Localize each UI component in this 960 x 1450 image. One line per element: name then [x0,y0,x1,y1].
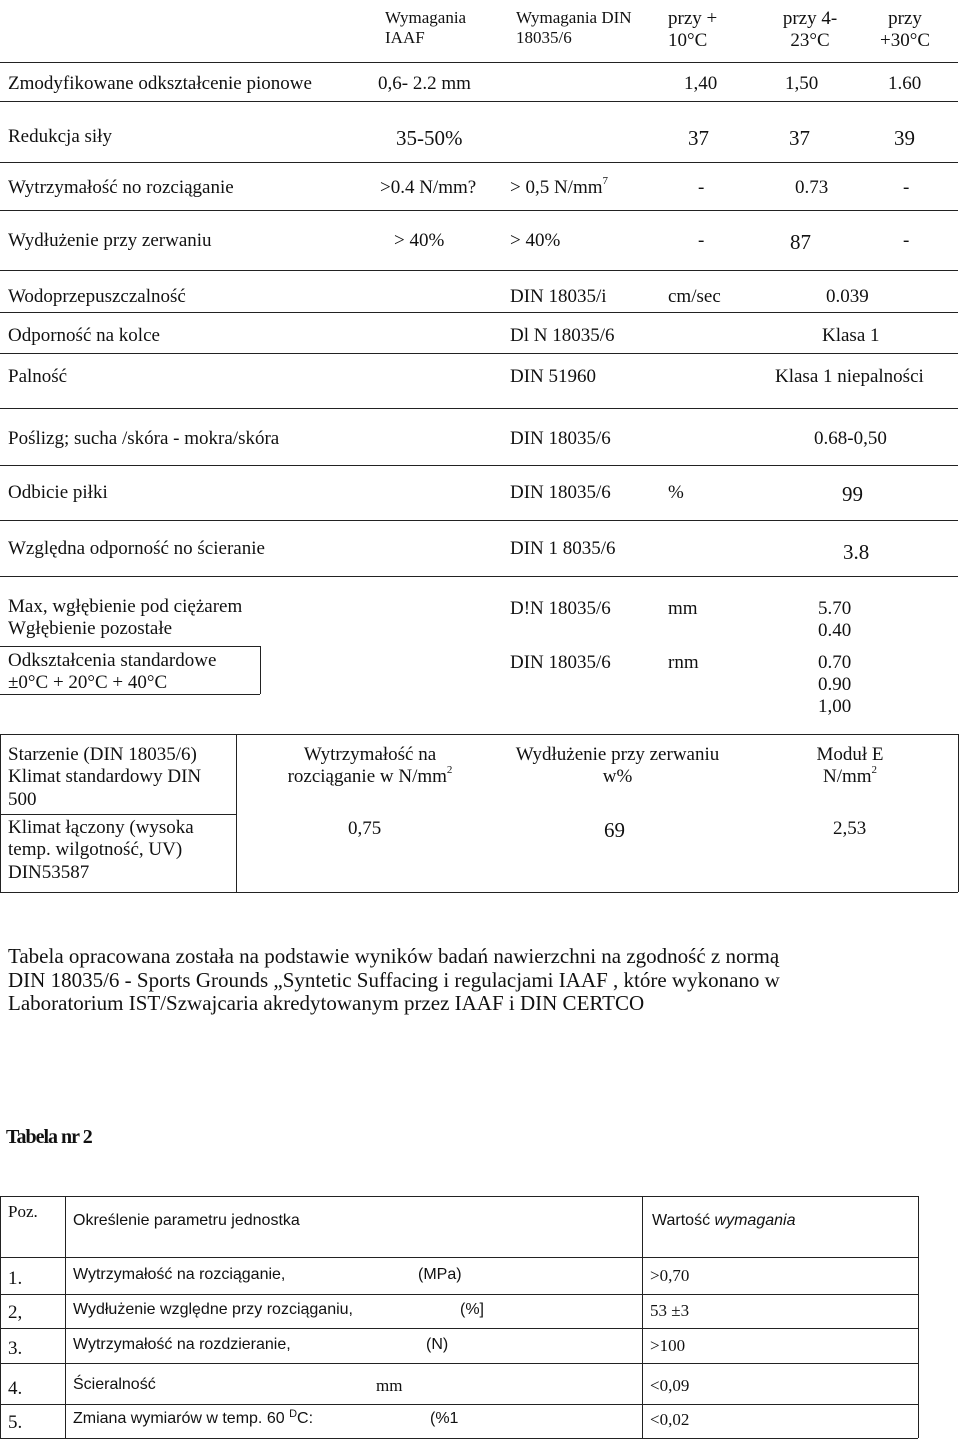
table2-border [0,1196,918,1197]
row-label: Wodoprzepuszczalność [8,286,186,307]
row-v23: 0.73 [795,177,829,198]
aging-header-modulus: Moduł E $N/mm^2$ [816,744,884,787]
deform2-label-b: ±0°C + 20°C + 40°C [8,672,168,693]
row-separator [0,210,958,211]
cell-border [260,646,261,694]
table2-row-param: Wydłużenie względne przy rozciąganiu, [73,1301,353,1318]
row-value: Klasa 1 [822,325,880,346]
table2-row-param: Zmiana wymiarów w temp. 60 $^D$C: [73,1408,314,1427]
deform-label-residual: Wgłębienie pozostałe [8,618,173,639]
row-v10: 1,40 [684,73,718,94]
row-separator [0,734,958,735]
table2-row-unit: (MPa) [418,1266,462,1283]
row-separator [0,270,958,271]
table2-row-value: <0,02 [650,1410,690,1429]
deform-val-residual: 0.40 [818,620,852,641]
row-value: 3.8 [843,540,870,564]
row-separator [0,101,958,102]
table2-row-value: <0,09 [650,1376,690,1395]
row-separator [0,162,958,163]
row-din: Dl N 18035/6 [510,325,615,346]
aging-val-elongation: 69 [604,818,625,842]
row-v30: - [903,230,910,251]
row-unit: % [668,482,684,503]
cell-border [0,734,1,892]
table2-row-param: Wytrzymałość na rozciąganie, [73,1266,286,1283]
row-label: Odbicie piłki [8,482,108,503]
row-separator [0,465,958,466]
table2-row-poz: 2, [8,1302,23,1323]
header-din: Wymagania DIN 18035/6 [516,8,632,47]
row-v30: 1.60 [888,73,922,94]
deform-val-max: 5.70 [818,598,852,619]
note-line-3: Laboratorium IST/Szwajcaria akredytowanym przez IAAF i DIN CERTCO [8,991,645,1015]
note-line-1: Tabela opracowana została na podstawie wyników badań nawierzchni na zgodność z normą [8,944,780,968]
cell-border [958,734,959,892]
row-v23: 37 [789,126,810,150]
row-iaaf: >0.4 N/mm? [380,177,477,198]
row-din: DIN 18035/i [510,286,607,307]
row-v30: - [903,177,910,198]
deform-unit: mm [668,598,698,619]
row-label: Względna odporność no ścieranie [8,538,265,559]
row-label: Odporność na kolce [8,325,160,346]
aging-val-modulus: 2,53 [833,818,867,839]
row-din: > 40% [510,230,561,251]
row-din: DIN 18035/6 [510,482,611,503]
table2-row-unit: (%] [460,1301,484,1318]
row-unit: cm/sec [668,286,721,307]
aging-header-elongation: Wydłużenie przy zerwaniu w% [515,744,720,787]
table2-title: Tabela nr 2 [6,1126,92,1148]
table2-border [0,1363,918,1364]
row-iaaf: 35-50% [396,126,463,150]
table2-row-value: 53 ±3 [650,1301,690,1320]
row-separator [0,694,260,695]
header-iaaf: Wymagania IAAF [385,8,467,47]
table2-border [0,1438,918,1439]
header-4-23c: przy 4-23°C [782,8,838,51]
table2-row-poz: 4. [8,1378,23,1399]
deform2-val-b: 0.90 [818,674,852,695]
row-label: Redukcja siły [8,126,112,147]
deform-label-max: Max, wgłębienie pod ciężarem [8,596,243,617]
aging-val-strength: 0,75 [348,818,382,839]
row-v23: 87 [790,230,811,254]
table-border [0,62,958,63]
table2-row-param: Ścieralność [73,1376,156,1393]
row-v23: 1,50 [785,73,819,94]
row-v30: 39 [894,126,915,150]
deform2-val-c: 1,00 [818,696,852,717]
row-label: Palność [8,366,68,387]
table2-border [918,1196,919,1438]
cell-border [236,734,237,892]
row-v10: - [698,177,705,198]
table2-header-value: Wartość wymagania [652,1212,796,1229]
note-line-2: DIN 18035/6 - Sports Grounds „Syntetic Suffacing i regulacjami IAAF , które wykonano w [8,968,780,992]
row-separator [0,353,958,354]
deform2-din: DIN 18035/6 [510,652,611,673]
row-label: Poślizg; sucha /skóra - mokra/skóra [8,428,280,449]
deform2-label-a: Odkształcenia standardowe [8,650,217,671]
row-separator [0,814,236,815]
table2-border [642,1196,643,1438]
table2-border [0,1328,918,1329]
table2-row-value: >0,70 [650,1266,690,1285]
table2-border [65,1196,66,1438]
table2-row-unit: (N) [426,1336,449,1353]
row-separator [0,892,958,893]
row-v10: 37 [688,126,709,150]
table2-border [0,1294,918,1295]
row-value: 0.68-0,50 [814,428,887,449]
aging-label-standard: Starzenie (DIN 18035/6) Klimat standardowy DIN 500 [8,744,202,810]
table2-row-unit: mm [376,1376,403,1395]
deform-din: D!N 18035/6 [510,598,611,619]
table2-border [0,1404,918,1405]
table2-border [0,1196,1,1438]
table2-row-poz: 3. [8,1338,23,1359]
header-30c: przy +30°C [880,8,930,51]
table2-border [0,1257,918,1258]
row-separator [0,520,958,521]
aging-header-strength: Wytrzymałość na rozciąganie w $N/mm^2$ [287,744,453,787]
table2-row-value: >100 [650,1336,686,1355]
row-label: Wydłużenie przy zerwaniu [8,230,212,251]
row-v10: - [698,230,705,251]
table2-header-poz: Poz. [8,1202,38,1221]
row-value: 0.039 [826,286,869,307]
row-din: DIN 18035/6 [510,428,611,449]
row-separator [0,646,260,647]
deform2-unit: rnm [668,652,699,673]
row-din: > 0,5 $N/mm^7$ [510,175,609,198]
deform2-val-a: 0.70 [818,652,852,673]
row-value: 99 [842,482,863,506]
table2-row-param: Wytrzymałość na rozdzieranie, [73,1336,291,1353]
row-value: Klasa 1 niepalności [775,366,924,387]
table2-row-poz: 5. [8,1412,23,1433]
row-iaaf: > 40% [394,230,445,251]
row-label: Wytrzymałość no rozciąganie [8,177,234,198]
header-10c: przy + 10°C [668,8,718,51]
row-iaaf: 0,6- 2.2 mm [378,73,471,94]
table2-header-param: Określenie parametru jednostka [73,1212,300,1229]
row-din: DIN 1 8035/6 [510,538,616,559]
row-separator [0,312,958,313]
table2-row-poz: 1. [8,1268,23,1289]
row-separator [0,576,958,577]
table2-row-unit: (%1 [430,1410,459,1427]
row-din: DIN 51960 [510,366,597,387]
row-label: Zmodyfikowane odkształcenie pionowe [8,73,312,94]
aging-label-combined: Klimat łączony (wysoka temp. wilgotność, UV) DIN53587 [8,817,194,883]
row-separator [0,408,958,409]
